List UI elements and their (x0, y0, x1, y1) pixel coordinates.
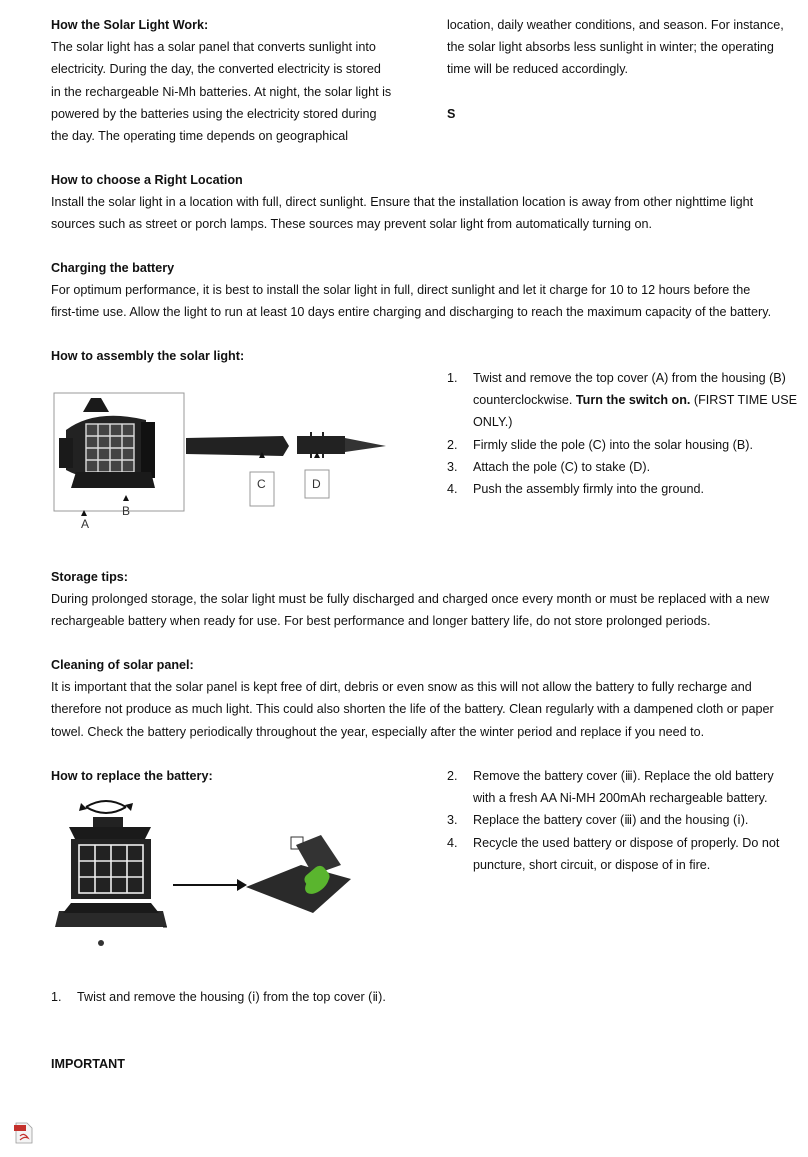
assembly-figure (51, 390, 396, 530)
replace-step-left (51, 986, 391, 1008)
work-line: the solar light absorbs less sunlight in winter; the operating (447, 40, 774, 55)
cleaning-section (51, 654, 796, 743)
work-line: in the rechargeable Ni-Mh batteries. At night, the solar light is (51, 84, 392, 99)
replace-heading: How to replace the battery: (51, 769, 213, 783)
lantern-illustration (59, 398, 155, 488)
battery-cover-illustration (246, 835, 351, 913)
location-line: sources such as street or porch lamps. These sources may prevent solar light from automatically turning on. (51, 217, 653, 232)
work-line: electricity. During the day, the converted electricity is stored (51, 62, 381, 77)
work-line: location, daily weather conditions, and season. For instance, (447, 18, 784, 32)
work-left-column (51, 14, 401, 147)
assembly-step: 4. Push the assembly firmly into the ground. (447, 482, 704, 497)
work-heading: How the Solar Light Work: (51, 18, 209, 32)
housing-illustration (55, 817, 167, 946)
charging-line: For optimum performance, it is best to install the solar light in full, direct sunlight and let it charge for 10 to 12 hours before the (51, 283, 751, 298)
storage-line: During prolonged storage, the solar light must be fully discharged and charged once every month or must be replaced with a new (51, 592, 770, 607)
important-heading: IMPORTANT (51, 1057, 125, 1071)
pdf-icon (14, 1122, 34, 1144)
label-c: C (257, 477, 266, 491)
assembly-heading: How to assembly the solar light: (51, 349, 245, 363)
charging-line: first-time use. Allow the light to run at least 10 days entire charging and discharging to reach the maximum capacity of the battery. (51, 305, 772, 320)
label-a: A (81, 517, 90, 530)
work-line: powered by the batteries using the electricity stored during (51, 106, 377, 121)
replace-step: 4. Recycle the used battery or dispose of properly. Do not puncture, short circuit, or dispose of in fire. (447, 835, 780, 872)
location-section (51, 169, 791, 236)
cleaning-heading: Cleaning of solar panel: (51, 658, 194, 672)
work-line: the day. The operating time depends on geographical (51, 129, 349, 144)
work-right-column (447, 14, 797, 125)
pole-illustration (186, 436, 289, 456)
assembly-step: 3. Attach the pole (C) to stake (D). (447, 459, 651, 474)
storage-heading: Storage tips: (51, 570, 128, 584)
replace-figure (51, 795, 371, 955)
label-b: B (122, 504, 131, 518)
replace-steps-right (447, 765, 797, 876)
charging-heading: Charging the battery (51, 261, 175, 275)
stake-illustration (297, 432, 386, 458)
assembly-step: 2. Firmly slide the pole (C) into the solar housing (B). (447, 437, 753, 452)
storage-section (51, 566, 791, 633)
work-right-heading: S (447, 106, 456, 121)
replace-step: 2. Remove the battery cover (ⅲ). Replace the old battery with a fresh AA Ni-MH 200mAh rechargeable battery. (447, 769, 774, 806)
location-line: Install the solar light in a location with full, direct sunlight. Ensure that the installation location is away from other nighttime light (51, 195, 754, 210)
cleaning-line: therefore not produce as much light. This could also shorten the life of the battery. Clean regularly with a dampened cloth or paper (51, 702, 774, 717)
replace-step: 1. Twist and remove the housing (ⅰ) from the top cover (ⅱ). (51, 990, 386, 1004)
replace-step: 3. Replace the battery cover (ⅲ) and the housing (ⅰ). (447, 813, 749, 828)
charging-section (51, 257, 791, 324)
cleaning-line: It is important that the solar panel is kept free of dirt, debris or even snow as this will not allow the battery to fully recharge and (51, 680, 752, 695)
assembly-steps (447, 367, 797, 500)
work-line: time will be reduced accordingly. (447, 62, 629, 77)
label-d: D (312, 477, 321, 491)
assembly-step: 1. Twist and remove the top cover (A) from the housing (B) counterclockwise. Turn the switch on. (FIRST TIME USE ONLY.) (447, 371, 797, 430)
cleaning-line: towel. Check the battery periodically throughout the year, especially after the winter period and replace if you need to. (51, 724, 705, 739)
work-line: The solar light has a solar panel that converts sunlight into (51, 40, 376, 55)
storage-line: rechargeable battery when ready for use. For best performance and longer battery life, do not store prolonged periods. (51, 614, 711, 629)
location-heading: How to choose a Right Location (51, 173, 243, 187)
